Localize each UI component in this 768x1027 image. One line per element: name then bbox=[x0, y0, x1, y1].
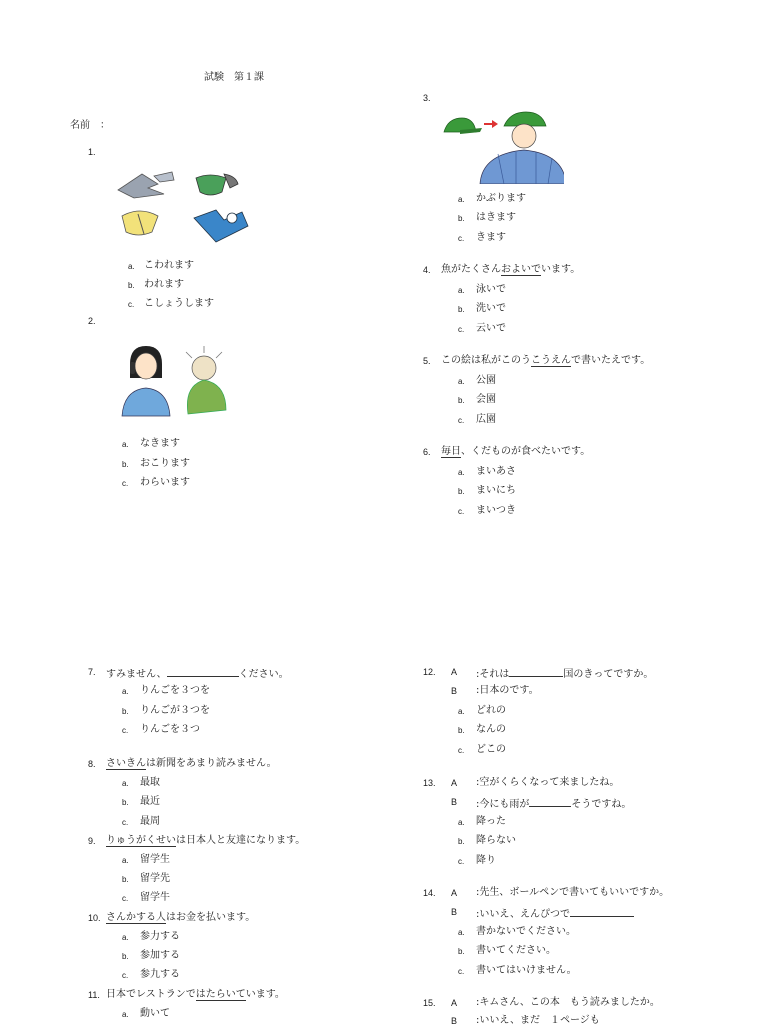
option-letter: c. bbox=[122, 726, 129, 735]
option-letter: b. bbox=[458, 837, 465, 846]
underlined-word: およいで bbox=[501, 264, 541, 275]
question-text: さいきんは新聞をあまり読みません。 bbox=[106, 758, 277, 769]
speaker-label: B bbox=[451, 797, 458, 807]
question-text: すみません、 ください。 bbox=[106, 666, 289, 681]
option-letter: b. bbox=[122, 875, 129, 884]
option-letter: c. bbox=[122, 894, 129, 903]
question-text: 毎日、くだものが食べたいです。 bbox=[441, 446, 591, 457]
dialogue-line: :日本のです。 bbox=[476, 685, 539, 696]
option-letter: b. bbox=[458, 947, 465, 956]
option-letter: c. bbox=[458, 507, 465, 516]
option-text: 最取 bbox=[140, 777, 160, 788]
question-number: 15. bbox=[423, 998, 436, 1008]
speaker-label: A bbox=[451, 667, 458, 677]
option-letter: a. bbox=[122, 779, 129, 788]
dialogue-line: :いいえ、えんぴつで bbox=[476, 906, 634, 921]
option-letter: a. bbox=[458, 195, 465, 204]
question-number: 14. bbox=[423, 888, 436, 898]
option-text: 参力する bbox=[140, 931, 180, 942]
underlined-word: さいきん bbox=[106, 758, 146, 769]
dialogue-line: :キムさん、この本 もう読みましたか。 bbox=[476, 997, 660, 1008]
option-text: りんごを３つを bbox=[140, 685, 210, 696]
speaker-label: B bbox=[451, 1016, 458, 1026]
option-text: どれの bbox=[476, 705, 506, 716]
option-text: 最近 bbox=[140, 796, 160, 807]
option-letter: c. bbox=[458, 416, 465, 425]
question-number: 10. bbox=[88, 913, 101, 923]
speaker-label: A bbox=[451, 998, 458, 1008]
speaker-label: A bbox=[451, 888, 458, 898]
option-letter: c. bbox=[458, 325, 465, 334]
option-text: 動いて bbox=[140, 1008, 170, 1019]
option-text: まいあさ bbox=[476, 466, 516, 477]
option-text: りんごを３つ bbox=[140, 724, 200, 735]
option-text: 書いてください。 bbox=[476, 945, 556, 956]
underlined-word: こうえん bbox=[531, 355, 571, 366]
option-text: 書かないでください。 bbox=[476, 926, 576, 937]
cap-illustration bbox=[440, 108, 564, 184]
people-emotions-illustration bbox=[116, 344, 232, 418]
option-text: 留学先 bbox=[140, 873, 170, 884]
underlined-word: さんかする人 bbox=[106, 912, 166, 923]
option-text: 書いてはいけません。 bbox=[476, 965, 577, 976]
option-letter: c. bbox=[122, 818, 129, 827]
option-text: 最周 bbox=[140, 816, 160, 827]
option-text: 留学生 bbox=[140, 854, 170, 865]
speaker-label: B bbox=[451, 907, 458, 917]
question-text: この絵は私がこのうこうえんで書いたえです。 bbox=[441, 355, 651, 366]
question-number: 1. bbox=[88, 147, 96, 157]
option-text: 云いで bbox=[476, 323, 506, 334]
option-text: かぶります bbox=[476, 193, 526, 204]
option-text: なんの bbox=[476, 724, 506, 735]
option-letter: c. bbox=[458, 234, 465, 243]
question-text: りゅうがくせいは日本人と友達になります。 bbox=[106, 835, 306, 846]
option-letter: b. bbox=[122, 952, 129, 961]
option-letter: b. bbox=[458, 305, 465, 314]
option-letter: a. bbox=[458, 928, 465, 937]
answer-blank bbox=[570, 906, 634, 917]
option-text: 参加する bbox=[140, 950, 180, 961]
answer-blank bbox=[529, 796, 571, 807]
question-text: さんかする人はお金を払います。 bbox=[106, 912, 256, 923]
option-text: 広園 bbox=[476, 414, 496, 425]
option-letter: a. bbox=[458, 377, 465, 386]
question-number: 4. bbox=[423, 265, 431, 275]
option-text: きます bbox=[476, 232, 506, 243]
option-text: 参九する bbox=[140, 969, 180, 980]
option-text: こわれます bbox=[144, 260, 194, 271]
question-number: 2. bbox=[88, 316, 96, 326]
option-letter: a. bbox=[122, 856, 129, 865]
question-number: 12. bbox=[423, 667, 436, 677]
option-text: 会園 bbox=[476, 394, 496, 405]
underlined-word: 毎日 bbox=[441, 446, 461, 457]
broken-items-illustration bbox=[114, 168, 252, 248]
option-text: りんごが３つを bbox=[140, 705, 210, 716]
underlined-word: はたらいて bbox=[195, 989, 246, 1000]
question-number: 5. bbox=[423, 356, 431, 366]
option-letter: b. bbox=[458, 214, 465, 223]
name-label: 名前 ： bbox=[70, 120, 110, 131]
dialogue-line: :それは 国のきってですか。 bbox=[476, 666, 653, 681]
option-text: 公園 bbox=[476, 375, 496, 386]
option-letter: c. bbox=[122, 479, 129, 488]
question-number: 9. bbox=[88, 836, 96, 846]
question-number: 13. bbox=[423, 778, 436, 788]
option-text: 留学牛 bbox=[140, 892, 170, 903]
option-letter: a. bbox=[122, 440, 129, 449]
option-letter: b. bbox=[122, 460, 129, 469]
option-text: 泳いで bbox=[476, 284, 506, 295]
question-number: 7. bbox=[88, 667, 96, 677]
question-number: 3. bbox=[423, 93, 431, 103]
underlined-word: りゅうがくせい bbox=[106, 835, 176, 846]
question-number: 11. bbox=[88, 990, 100, 1000]
option-text: 降った bbox=[476, 816, 506, 827]
answer-blank bbox=[509, 666, 563, 677]
question-number: 6. bbox=[423, 447, 431, 457]
option-text: われます bbox=[144, 279, 184, 290]
option-letter: a. bbox=[122, 1010, 129, 1019]
option-text: どこの bbox=[476, 744, 506, 755]
option-letter: c. bbox=[458, 967, 465, 976]
option-letter: a. bbox=[122, 933, 129, 942]
option-letter: a. bbox=[128, 262, 135, 271]
question-text: 日本でレストランではたらいています。 bbox=[106, 989, 285, 1000]
option-letter: b. bbox=[458, 726, 465, 735]
dialogue-line: :いいえ、まだ １ページも bbox=[476, 1015, 600, 1026]
speaker-label: A bbox=[451, 778, 458, 788]
option-text: はきます bbox=[476, 212, 516, 223]
option-letter: b. bbox=[122, 798, 129, 807]
answer-blank bbox=[167, 666, 239, 677]
option-text: 洗いで bbox=[476, 303, 506, 314]
dialogue-line: :先生、ボールペンで書いてもいいですか。 bbox=[476, 887, 670, 898]
option-letter: a. bbox=[458, 286, 465, 295]
dialogue-line: :今にも雨が そうですね。 bbox=[476, 796, 631, 811]
option-letter: b. bbox=[458, 487, 465, 496]
option-text: おこります bbox=[140, 458, 190, 469]
option-text: なきます bbox=[140, 438, 180, 449]
option-letter: c. bbox=[458, 746, 465, 755]
question-number: 8. bbox=[88, 759, 96, 769]
question-text: 魚がたくさんおよいでいます。 bbox=[441, 264, 581, 275]
option-text: 降り bbox=[476, 855, 496, 866]
exam-title: 試験 第１課 bbox=[204, 72, 264, 83]
option-letter: a. bbox=[458, 468, 465, 477]
option-letter: b. bbox=[122, 707, 129, 716]
option-letter: b. bbox=[128, 281, 135, 290]
option-letter: a. bbox=[122, 687, 129, 696]
option-letter: c. bbox=[122, 971, 129, 980]
option-letter: a. bbox=[458, 707, 465, 716]
option-letter: a. bbox=[458, 818, 465, 827]
speaker-label: B bbox=[451, 686, 458, 696]
option-text: 降らない bbox=[476, 835, 516, 846]
option-text: わらいます bbox=[140, 477, 190, 488]
option-text: こしょうします bbox=[144, 298, 214, 309]
dialogue-line: :空がくらくなって来ましたね。 bbox=[476, 777, 620, 788]
option-text: まいつき bbox=[476, 505, 516, 516]
option-letter: b. bbox=[458, 396, 465, 405]
option-text: まいにち bbox=[476, 485, 516, 496]
option-letter: c. bbox=[128, 300, 135, 309]
option-letter: c. bbox=[458, 857, 465, 866]
